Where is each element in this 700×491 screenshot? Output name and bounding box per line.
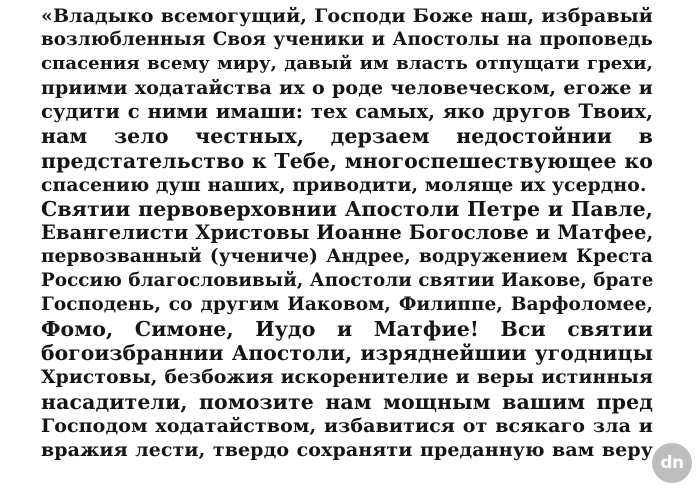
text-line-18: Господом ходатайством, избавитися от всякаго зла и	[41, 414, 653, 437]
text-line-15: богоизбраннии Апостоли, изряднейшии угодницы	[41, 341, 653, 366]
text-line-6: нам зело честных, дерзаем недостойнии в	[41, 124, 653, 149]
text-line-7: предстательство к Тебе, многоспешествующее ко	[41, 148, 653, 173]
text-line-14: Фомо, Симоне, Иудо и Матфие! Вси святии	[41, 317, 653, 342]
text-line-19: вражия лести, твердо сохраняти преданную вам веру	[41, 438, 653, 461]
text-line-9: Святии первоверховнии Апостоли Петре и Павле,	[41, 196, 653, 221]
text-line-13: Господень, со другим Иаковом, Филиппе, Варфоломее,	[41, 294, 653, 316]
text-line-2: возлюбленныя Своя ученики и Апостолы на проповедь	[41, 29, 653, 51]
text-line-1: «Владыко всемогущий, Господи Боже наш, избравый	[41, 5, 653, 27]
watermark-logo: dn	[652, 443, 692, 483]
prayer-text	[41, 4, 653, 462]
text-line-8: спасению душ наших, приводити, моляще их усердно.	[41, 173, 647, 196]
text-line-12: Россию благословивый, Апостоли святии Иакове, брате	[41, 270, 653, 292]
text-line-10: Евангелисти Христовы Иоанне Богослове и Матфее,	[41, 220, 653, 244]
text-line-16: Христовы, безбожия искоренителие и веры истинныя	[41, 366, 653, 389]
text-line-4: приими ходатайства их о роде человеческом, егоже и	[41, 77, 653, 100]
text-line-11: первозванный (учениче) Андрее, водружением Креста	[41, 245, 653, 267]
text-line-3: спасения всему миру, давый им власть отпущати грехи,	[41, 53, 653, 75]
text-line-17: насадители, помозите нам мощным вашим пред	[41, 389, 653, 414]
text-line-5: судити с ними имаши: тех самых, яко другов Твоих,	[41, 100, 653, 124]
